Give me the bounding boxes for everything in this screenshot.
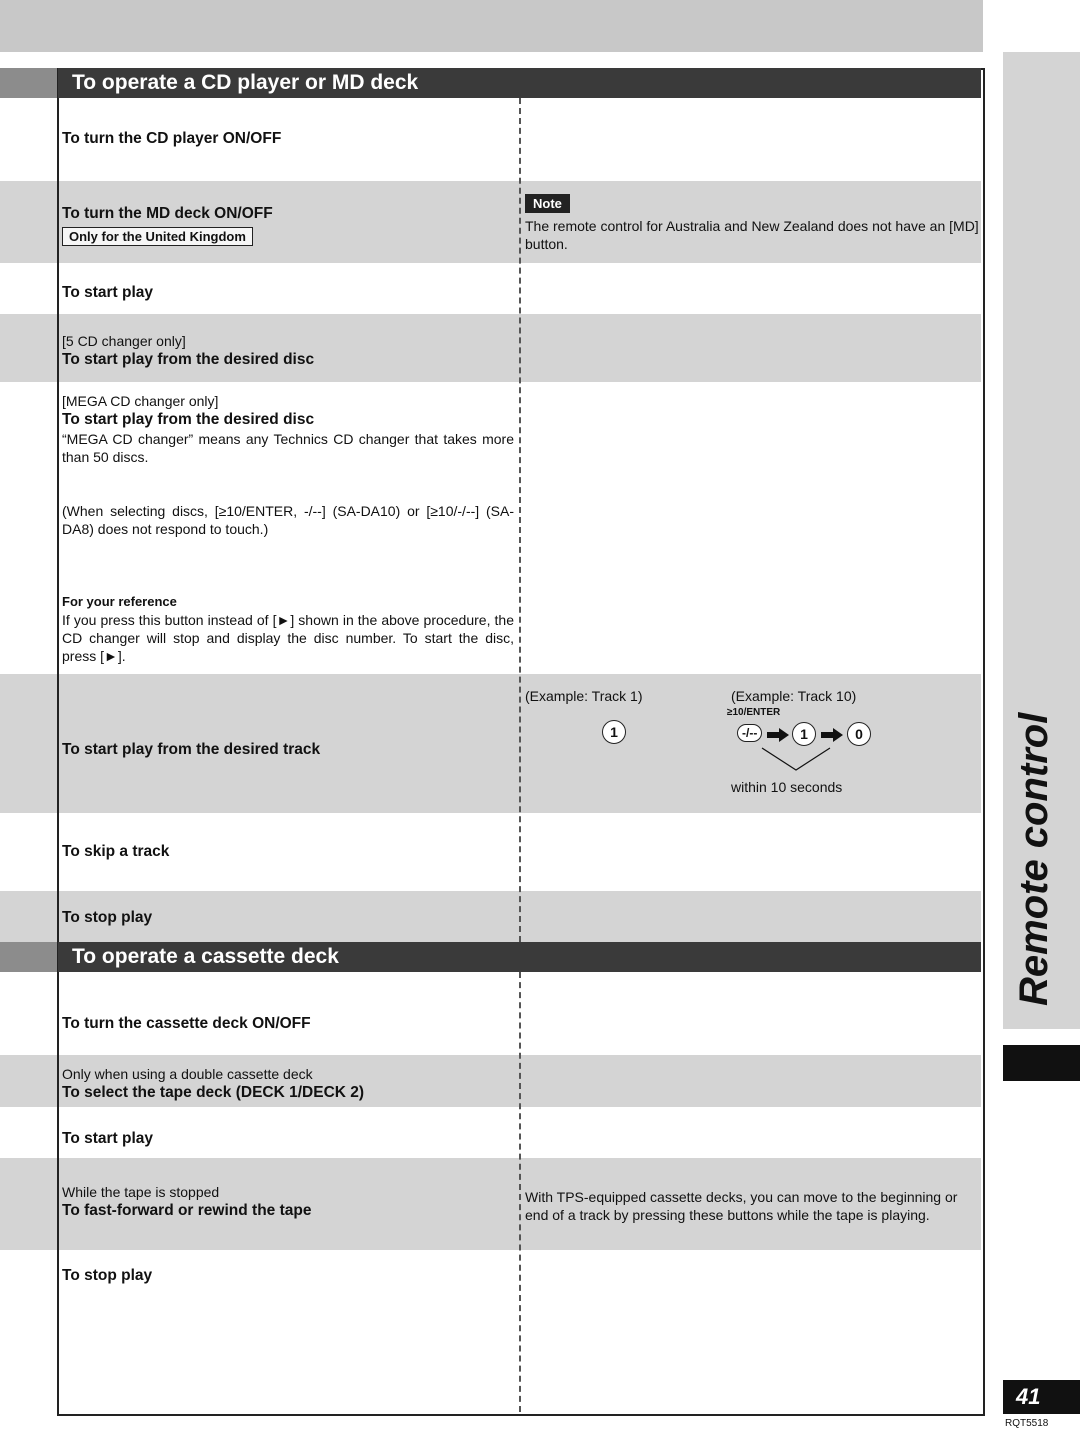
mega-explanation: “MEGA CD changer” means any Technics CD changer that takes more than 50 discs. bbox=[62, 431, 514, 465]
uk-only-label: Only for the United Kingdom bbox=[62, 227, 253, 246]
dash-button: -/-- bbox=[737, 724, 762, 742]
arrow-right-icon bbox=[821, 728, 843, 742]
start-play-heading: To start play bbox=[62, 284, 154, 301]
number-0-button: 0 bbox=[847, 722, 871, 746]
section-title-cassette: To operate a cassette deck bbox=[58, 942, 981, 972]
chapter-title: Remote control bbox=[1012, 712, 1056, 1006]
ff-rew-heading: To fast-forward or rewind the tape bbox=[62, 1202, 312, 1219]
number-1-button: 1 bbox=[792, 722, 816, 746]
example-track1-label: (Example: Track 1) bbox=[525, 688, 643, 704]
arrow-right-icon bbox=[767, 728, 789, 742]
tape-stop-play-heading: To stop play bbox=[62, 1267, 153, 1284]
number-1-button: 1 bbox=[602, 720, 626, 744]
skip-track-heading: To skip a track bbox=[62, 843, 170, 860]
md-power-heading: To turn the MD deck ON/OFF bbox=[62, 205, 273, 222]
five-changer-only-label: [5 CD changer only] bbox=[62, 333, 186, 349]
column-divider bbox=[519, 98, 521, 942]
section-side-bar bbox=[0, 942, 57, 972]
mega-changer-only-label: [MEGA CD changer only] bbox=[62, 393, 219, 409]
note-text: The remote control for Australia and New Zealand does not have an [MD] button. bbox=[525, 218, 979, 252]
tps-note: With TPS-equipped cassette decks, you can move to the beginning or end of a track by pressing these buttons while the tape is playing. bbox=[525, 1189, 958, 1223]
tape-start-play-heading: To start play bbox=[62, 1130, 154, 1147]
enter-button-label: ≥10/ENTER bbox=[727, 707, 781, 718]
example-track10-label: (Example: Track 10) bbox=[731, 688, 857, 704]
chapter-marker bbox=[1003, 1045, 1080, 1081]
bracket-chevron-icon bbox=[760, 746, 850, 772]
column-divider bbox=[519, 972, 521, 1412]
section-side-bar bbox=[0, 68, 57, 98]
section-title-cd: To operate a CD player or MD deck bbox=[58, 68, 981, 98]
document-code: RQT5518 bbox=[1005, 1418, 1049, 1429]
page-number: 41 bbox=[1003, 1380, 1080, 1414]
within-seconds-label: within 10 seconds bbox=[731, 779, 843, 795]
cassette-power-heading: To turn the cassette deck ON/OFF bbox=[62, 1015, 311, 1032]
while-stopped-label: While the tape is stopped bbox=[62, 1184, 220, 1200]
reference-label: For your reference bbox=[62, 594, 177, 609]
desired-track-heading: To start play from the desired track bbox=[62, 741, 321, 758]
desired-disc-heading: To start play from the desired disc bbox=[62, 351, 315, 368]
touch-note: (When selecting discs, [≥10/ENTER, -/--] (SA-DA10) or [≥10/-/--] (SA-DA8) does not respond to touch.) bbox=[62, 503, 514, 537]
desired-disc-heading-mega: To start play from the desired disc bbox=[62, 411, 315, 428]
top-bar bbox=[0, 0, 983, 52]
select-deck-heading: To select the tape deck (DECK 1/DECK 2) bbox=[62, 1084, 365, 1101]
reference-text: If you press this button instead of [►] shown in the above procedure, the CD changer will stop and display the disc number. To start the disc, press [►]. bbox=[62, 612, 514, 664]
double-deck-only-label: Only when using a double cassette deck bbox=[62, 1066, 313, 1082]
stop-play-heading: To stop play bbox=[62, 909, 153, 926]
note-badge: Note bbox=[525, 194, 570, 213]
cd-power-heading: To turn the CD player ON/OFF bbox=[62, 130, 282, 147]
